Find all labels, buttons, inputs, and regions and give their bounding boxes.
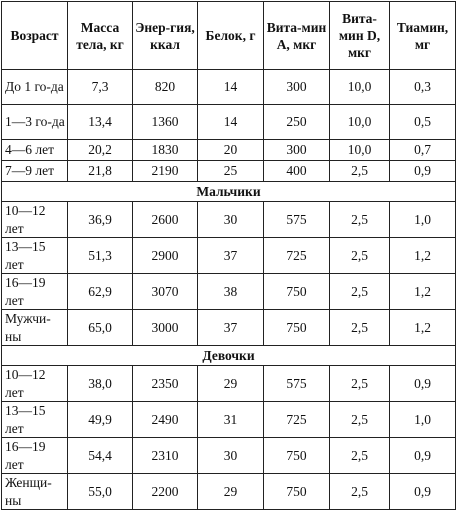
vitamin-a-cell: 750 (264, 474, 330, 510)
vitamin-d-cell: 2,5 (330, 474, 390, 510)
thiamine-cell: 0,9 (390, 366, 456, 402)
energy-cell: 2600 (133, 202, 198, 238)
protein-cell: 20 (198, 140, 264, 161)
header-row (2, 2, 456, 70)
age-cell: 1—3 го-да (2, 105, 68, 140)
section-title-girls: Девочки (2, 346, 456, 366)
age-cell: Женщи-ны (2, 474, 68, 510)
table-row (2, 202, 456, 238)
energy-cell: 2490 (133, 402, 198, 438)
vitamin-a-cell: 750 (264, 310, 330, 346)
protein-cell: 14 (198, 105, 264, 140)
table-row (2, 238, 456, 274)
mass-cell: 21,8 (68, 161, 133, 182)
table-row (2, 70, 456, 105)
mass-cell: 55,0 (68, 474, 133, 510)
vitamin-a-cell: 300 (264, 70, 330, 105)
thiamine-cell: 1,0 (390, 402, 456, 438)
table-row (2, 310, 456, 346)
thiamine-cell: 0,9 (390, 438, 456, 474)
thiamine-cell: 0,7 (390, 140, 456, 161)
energy-cell: 1830 (133, 140, 198, 161)
header-protein: Белок, г (198, 2, 264, 70)
age-cell: 16—19 лет (2, 274, 68, 310)
table-row (2, 402, 456, 438)
age-cell: 13—15 лет (2, 402, 68, 438)
age-cell: 7—9 лет (2, 161, 68, 182)
mass-cell: 62,9 (68, 274, 133, 310)
vitamin-d-cell: 10,0 (330, 105, 390, 140)
protein-cell: 38 (198, 274, 264, 310)
vitamin-a-cell: 725 (264, 402, 330, 438)
nutrition-norms-table (1, 1, 456, 510)
protein-cell: 30 (198, 438, 264, 474)
vitamin-a-cell: 300 (264, 140, 330, 161)
vitamin-d-cell: 10,0 (330, 140, 390, 161)
section-row-girls (2, 346, 456, 366)
vitamin-d-cell: 2,5 (330, 238, 390, 274)
header-vitamin-d: Вита-мин D, мкг (330, 2, 390, 70)
mass-cell: 36,9 (68, 202, 133, 238)
age-cell: 10—12 лет (2, 202, 68, 238)
thiamine-cell: 1,2 (390, 238, 456, 274)
vitamin-a-cell: 250 (264, 105, 330, 140)
vitamin-a-cell: 575 (264, 202, 330, 238)
age-cell: 16—19 лет (2, 438, 68, 474)
protein-cell: 30 (198, 202, 264, 238)
vitamin-a-cell: 750 (264, 274, 330, 310)
vitamin-d-cell: 10,0 (330, 70, 390, 105)
thiamine-cell: 0,5 (390, 105, 456, 140)
age-cell: 4—6 лет (2, 140, 68, 161)
mass-cell: 51,3 (68, 238, 133, 274)
mass-cell: 38,0 (68, 366, 133, 402)
energy-cell: 2200 (133, 474, 198, 510)
table-row (2, 474, 456, 510)
section-title-boys: Мальчики (2, 182, 456, 202)
mass-cell: 54,4 (68, 438, 133, 474)
protein-cell: 31 (198, 402, 264, 438)
vitamin-d-cell: 2,5 (330, 438, 390, 474)
table-row (2, 274, 456, 310)
section-row-boys (2, 182, 456, 202)
header-energy: Энер-гия, ккал (133, 2, 198, 70)
vitamin-d-cell: 2,5 (330, 310, 390, 346)
vitamin-d-cell: 2,5 (330, 366, 390, 402)
protein-cell: 29 (198, 366, 264, 402)
thiamine-cell: 0,9 (390, 474, 456, 510)
protein-cell: 14 (198, 70, 264, 105)
header-thiamine: Тиамин, мг (390, 2, 456, 70)
energy-cell: 2190 (133, 161, 198, 182)
vitamin-a-cell: 725 (264, 238, 330, 274)
energy-cell: 2900 (133, 238, 198, 274)
vitamin-d-cell: 2,5 (330, 274, 390, 310)
mass-cell: 49,9 (68, 402, 133, 438)
vitamin-d-cell: 2,5 (330, 202, 390, 238)
age-cell: 13—15 лет (2, 238, 68, 274)
thiamine-cell: 1,2 (390, 274, 456, 310)
header-age: Возраст (2, 2, 68, 70)
energy-cell: 3000 (133, 310, 198, 346)
thiamine-cell: 1,2 (390, 310, 456, 346)
energy-cell: 2310 (133, 438, 198, 474)
thiamine-cell: 0,9 (390, 161, 456, 182)
protein-cell: 37 (198, 238, 264, 274)
table-row (2, 140, 456, 161)
vitamin-d-cell: 2,5 (330, 161, 390, 182)
protein-cell: 29 (198, 474, 264, 510)
vitamin-a-cell: 575 (264, 366, 330, 402)
table-row (2, 366, 456, 402)
mass-cell: 20,2 (68, 140, 133, 161)
vitamin-a-cell: 750 (264, 438, 330, 474)
protein-cell: 25 (198, 161, 264, 182)
mass-cell: 13,4 (68, 105, 133, 140)
energy-cell: 1360 (133, 105, 198, 140)
vitamin-a-cell: 400 (264, 161, 330, 182)
header-mass: Масса тела, кг (68, 2, 133, 70)
header-vitamin-a: Вита-мин А, мкг (264, 2, 330, 70)
mass-cell: 7,3 (68, 70, 133, 105)
table-row (2, 105, 456, 140)
age-cell: 10—12 лет (2, 366, 68, 402)
table-row (2, 438, 456, 474)
age-cell: Мужчи-ны (2, 310, 68, 346)
thiamine-cell: 0,3 (390, 70, 456, 105)
protein-cell: 37 (198, 310, 264, 346)
vitamin-d-cell: 2,5 (330, 402, 390, 438)
thiamine-cell: 1,0 (390, 202, 456, 238)
table-row (2, 161, 456, 182)
energy-cell: 820 (133, 70, 198, 105)
energy-cell: 2350 (133, 366, 198, 402)
mass-cell: 65,0 (68, 310, 133, 346)
age-cell: До 1 го-да (2, 70, 68, 105)
energy-cell: 3070 (133, 274, 198, 310)
